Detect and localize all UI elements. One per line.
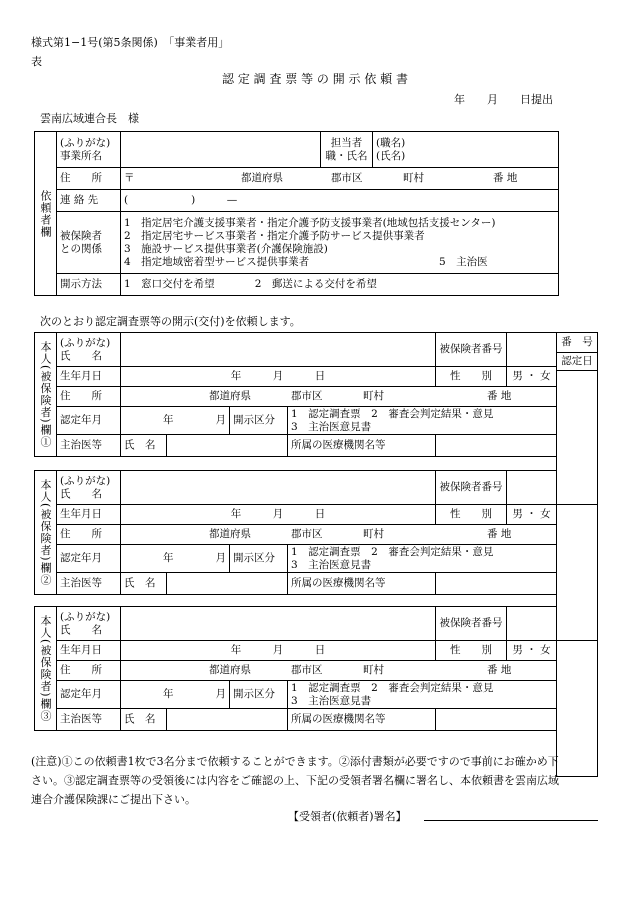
submit-date: 年 月 日提出: [454, 93, 553, 106]
cert-field[interactable]: 年 月: [121, 545, 230, 573]
side-box-1[interactable]: [557, 371, 598, 505]
requester-address-field[interactable]: 〒 都道府県 郡市区 町村 番 地: [121, 168, 559, 190]
doctor-name-field[interactable]: [167, 573, 288, 595]
cert-field[interactable]: 年 月: [121, 681, 230, 709]
insured-section-label: 本人(被保険者)欄①: [35, 333, 57, 457]
side-box-2[interactable]: [557, 505, 598, 641]
disclosure-options[interactable]: 1 認定調査票 2 審査会判定結果・意見 3 主治医意見書: [288, 407, 557, 435]
signature-line[interactable]: [424, 820, 598, 821]
cert-date-label: 認定日: [557, 353, 598, 371]
page-title: 認 定 調 査 票 等 の 開 示 依 頼 書: [222, 72, 408, 86]
method-options[interactable]: 1 窓口交付を希望 2 郵送による交付を希望: [121, 274, 559, 296]
disclosure-options[interactable]: 1 認定調査票 2 審査会判定結果・意見 3 主治医意見書: [288, 681, 557, 709]
insured-table-3: [34, 606, 557, 731]
birth-field[interactable]: 年 月 日: [121, 505, 436, 525]
note-line-2: さい。③認定調査票等の受領後には内容をご確認の上、下記の受領者署名欄に署名し、本依頼書を雲南広域: [31, 774, 559, 787]
contact-label: 連 絡 先: [57, 190, 121, 212]
doctor-name-label: 氏 名: [121, 435, 167, 457]
cert-field[interactable]: 年 月: [121, 407, 230, 435]
requester-address-label: 住 所: [57, 168, 121, 190]
insured-number-field[interactable]: [507, 471, 557, 505]
staff-name-field[interactable]: (職名) (氏名): [373, 132, 559, 168]
insured-name-field[interactable]: [121, 607, 436, 641]
doctor-name-field[interactable]: [167, 435, 288, 457]
sex-field[interactable]: 男 ・ 女: [507, 641, 557, 661]
institution-field[interactable]: [436, 573, 557, 595]
requester-section-label: 依頼者欄: [35, 132, 57, 296]
disclosure-options[interactable]: 1 認定調査票 2 審査会判定結果・意見 3 主治医意見書: [288, 545, 557, 573]
cert-label: 認定年月: [57, 407, 121, 435]
birth-field[interactable]: 年 月 日: [121, 641, 436, 661]
doctor-name-label: 氏 名: [121, 573, 167, 595]
insured-address-label: 住 所: [57, 525, 121, 545]
insured-number-label: 被保険者番号: [436, 471, 507, 505]
insured-name-label: (ふりがな) 氏 名: [57, 607, 121, 641]
contact-field[interactable]: ( ) —: [121, 190, 559, 212]
institution-label: 所属の医療機関名等: [288, 573, 436, 595]
method-label: 開示方法: [57, 274, 121, 296]
request-text: 次のとおり認定調査票等の開示(交付)を依頼します。: [40, 315, 301, 328]
insured-table-1: [34, 332, 557, 457]
insured-name-label: (ふりがな) 氏 名: [57, 471, 121, 505]
number-label: 番 号: [557, 333, 598, 353]
sex-label: 性 別: [436, 641, 507, 661]
side-indicator: 表: [31, 55, 42, 68]
institution-label: 所属の医療機関名等: [288, 709, 436, 731]
insured-number-field[interactable]: [507, 607, 557, 641]
disclosure-label: 開示区分: [230, 407, 288, 435]
insured-number-label: 被保険者番号: [436, 333, 507, 367]
birth-field[interactable]: 年 月 日: [121, 367, 436, 387]
form-number: 様式第1−1号(第5条関係) 「事業者用」: [31, 36, 230, 49]
addressee: 雲南広域連合長 様: [40, 112, 139, 125]
birth-label: 生年月日: [57, 641, 121, 661]
insured-address-field[interactable]: 都道府県 郡市区 町村 番 地: [121, 525, 557, 545]
doctor-label: 主治医等: [57, 435, 121, 457]
relation-label: 被保険者 との関係: [57, 212, 121, 274]
side-box-3[interactable]: [557, 641, 598, 777]
insured-address-label: 住 所: [57, 387, 121, 407]
cert-label: 認定年月: [57, 681, 121, 709]
insured-number-field[interactable]: [507, 333, 557, 367]
office-name-label: (ふりがな) 事業所名: [57, 132, 121, 168]
note-line-3: 連合介護保険課にご提出下さい。: [31, 793, 196, 806]
insured-section-label: 本人(被保険者)欄②: [35, 471, 57, 595]
cert-label: 認定年月: [57, 545, 121, 573]
insured-address-field[interactable]: 都道府県 郡市区 町村 番 地: [121, 387, 557, 407]
doctor-label: 主治医等: [57, 573, 121, 595]
disclosure-label: 開示区分: [230, 681, 288, 709]
disclosure-label: 開示区分: [230, 545, 288, 573]
doctor-name-field[interactable]: [167, 709, 288, 731]
doctor-label: 主治医等: [57, 709, 121, 731]
sex-label: 性 別: [436, 367, 507, 387]
sex-label: 性 別: [436, 505, 507, 525]
insured-name-field[interactable]: [121, 333, 436, 367]
institution-field[interactable]: [436, 435, 557, 457]
notes: [31, 752, 559, 809]
requester-table: [34, 131, 559, 296]
insured-section-label: 本人(被保険者)欄③: [35, 607, 57, 731]
doctor-name-label: 氏 名: [121, 709, 167, 731]
insured-name-label: (ふりがな) 氏 名: [57, 333, 121, 367]
relation-options[interactable]: 1 指定居宅介護支援事業者・指定介護予防支援事業者(地域包括支援センター) 2 指定居宅サービス事業者・指定介護予防サービス提供事業者 3 施設サービス提供事業者(介護保険施設) 4 指定地域密着型サービス提供事業者 5 主治医: [121, 212, 559, 274]
sex-field[interactable]: 男 ・ 女: [507, 505, 557, 525]
sex-field[interactable]: 男 ・ 女: [507, 367, 557, 387]
side-box: [556, 332, 598, 777]
signature-label: 【受領者(依頼者)署名】: [288, 810, 407, 823]
institution-label: 所属の医療機関名等: [288, 435, 436, 457]
birth-label: 生年月日: [57, 367, 121, 387]
insured-number-label: 被保険者番号: [436, 607, 507, 641]
note-line-1: (注意)①この依頼書1枚で3名分まで依頼することができます。②添付書類が必要ですので事前にお確かめ下: [31, 755, 559, 768]
office-name-field[interactable]: [121, 132, 321, 168]
insured-table-2: [34, 470, 557, 595]
birth-label: 生年月日: [57, 505, 121, 525]
institution-field[interactable]: [436, 709, 557, 731]
insured-name-field[interactable]: [121, 471, 436, 505]
insured-address-field[interactable]: 都道府県 郡市区 町村 番 地: [121, 661, 557, 681]
insured-address-label: 住 所: [57, 661, 121, 681]
staff-label: 担当者 職・氏名: [321, 132, 373, 168]
